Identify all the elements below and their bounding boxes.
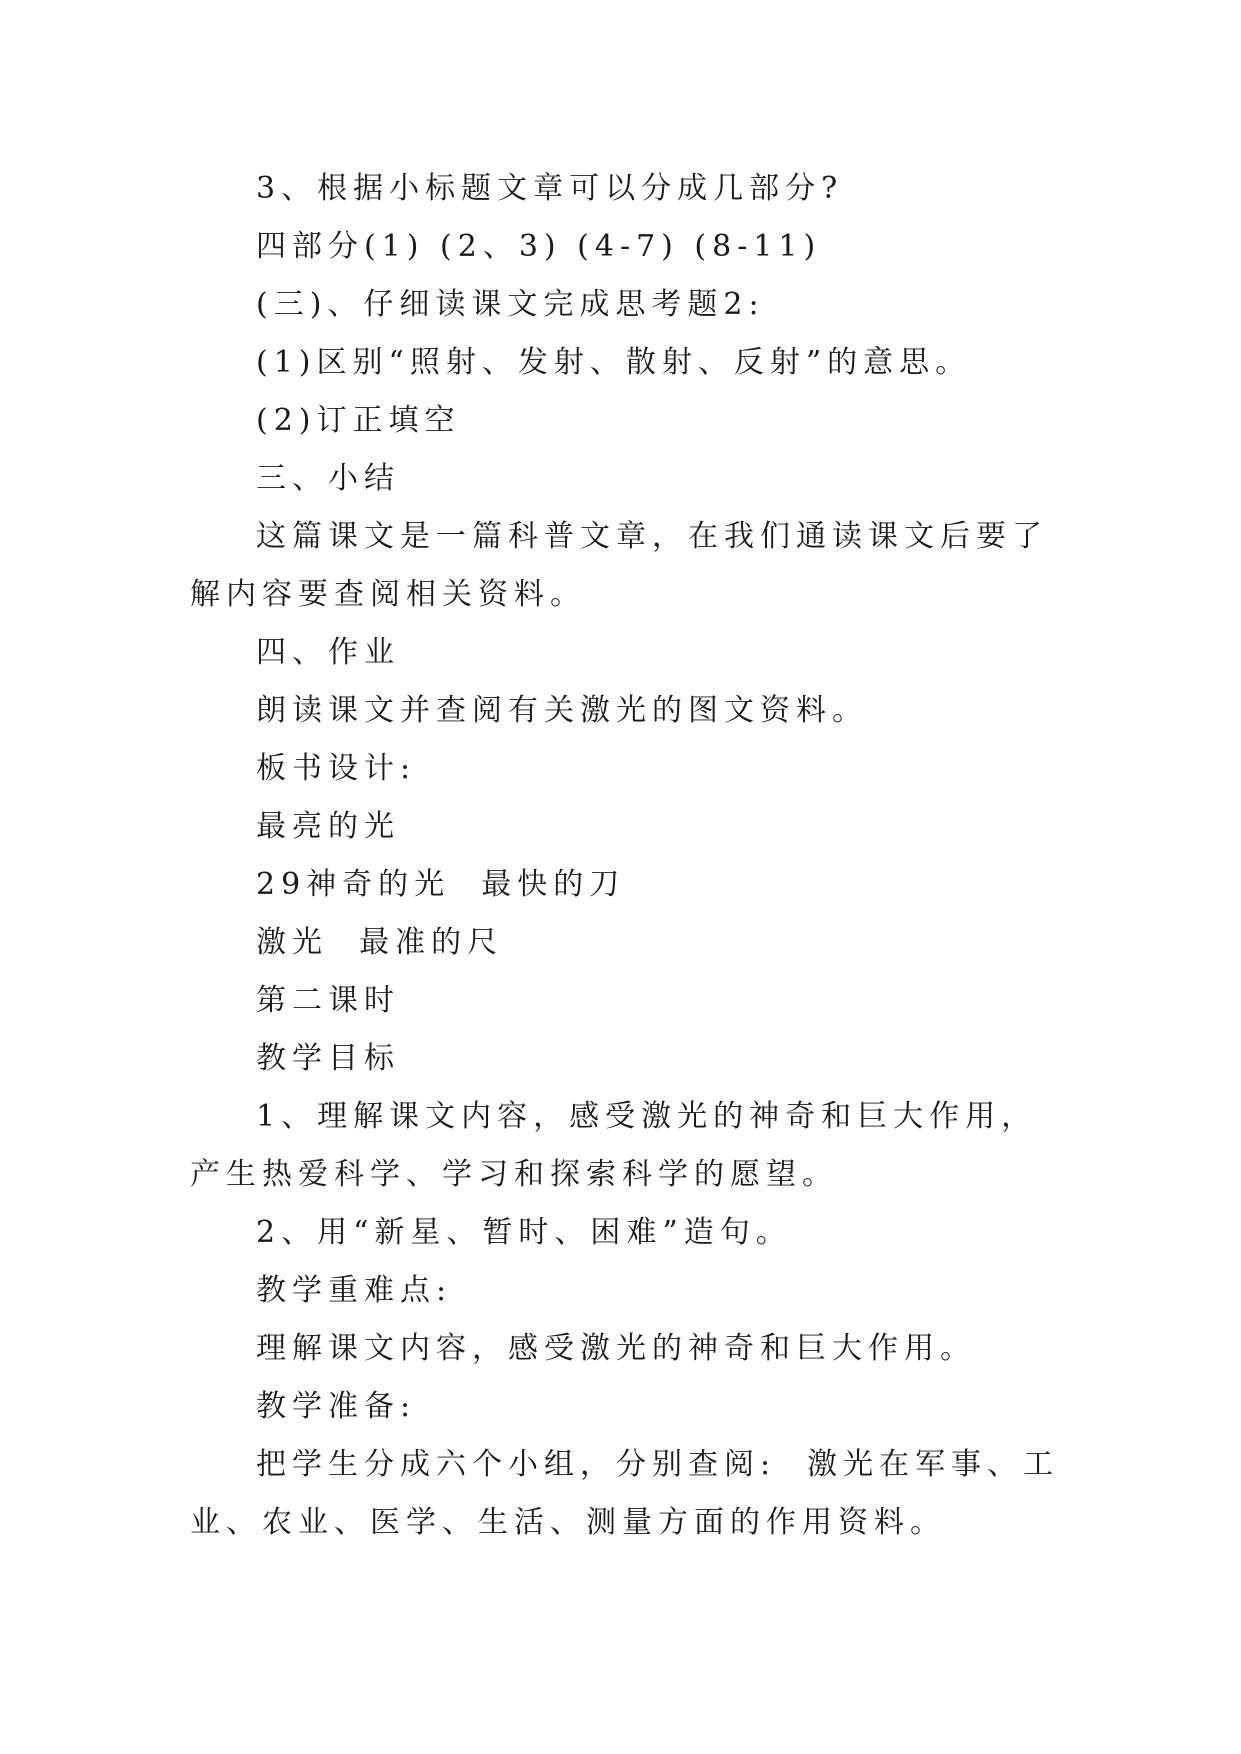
document-body: [190, 160, 1070, 1552]
heading-teaching-goals: 教学目标: [256, 1041, 400, 1076]
heading-teaching-preparation: 教学准备:: [256, 1389, 417, 1424]
paragraph-homework-text: 朗读课文并查阅有关激光的图文资料。: [256, 693, 868, 728]
paragraph-correct-fill: (2)订正填空: [256, 403, 461, 438]
heading-board-design: 板书设计:: [256, 751, 417, 786]
heading-homework: 四、作业: [256, 635, 400, 670]
goal-item-1: 1、理解课文内容，感受激光的神奇和巨大作用，产生热爱科学、学习和探索科学的愿望。: [190, 1099, 1038, 1192]
heading-second-lesson: 第二课时: [256, 983, 400, 1018]
paragraph-distinguish-words: (1)区别“照射、发射、散射、反射”的意思。: [256, 345, 972, 380]
goal-item-2: 2、用“新星、暂时、困难”造句。: [256, 1215, 792, 1250]
paragraph-key-difficulties: 理解课文内容，感受激光的神奇和巨大作用。: [256, 1331, 976, 1366]
paragraph-question-3: 3、根据小标题文章可以分成几部分?: [256, 171, 844, 206]
board-line-most-accurate-ruler: 激光 最准的尺: [256, 925, 504, 960]
paragraph-summary-text: 这篇课文是一篇科普文章，在我们通读课文后要了解内容要查阅相关资料。: [190, 519, 1048, 612]
paragraph-answer-parts: 四部分(1) (2、3) (4-7) (8-11): [256, 229, 822, 264]
board-line-fastest-knife: 29神奇的光 最快的刀: [256, 867, 626, 902]
paragraph-section-three-read: (三)、仔细读课文完成思考题2:: [256, 287, 765, 322]
heading-key-difficulties: 教学重难点:: [256, 1273, 453, 1308]
paragraph-preparation-text: 把学生分成六个小组，分别查阅: 激光在军事、工业、农业、医学、生活、测量方面的作用资料。: [190, 1447, 1060, 1540]
heading-summary: 三、小结: [256, 461, 400, 496]
board-line-brightest-light: 最亮的光: [256, 809, 400, 844]
